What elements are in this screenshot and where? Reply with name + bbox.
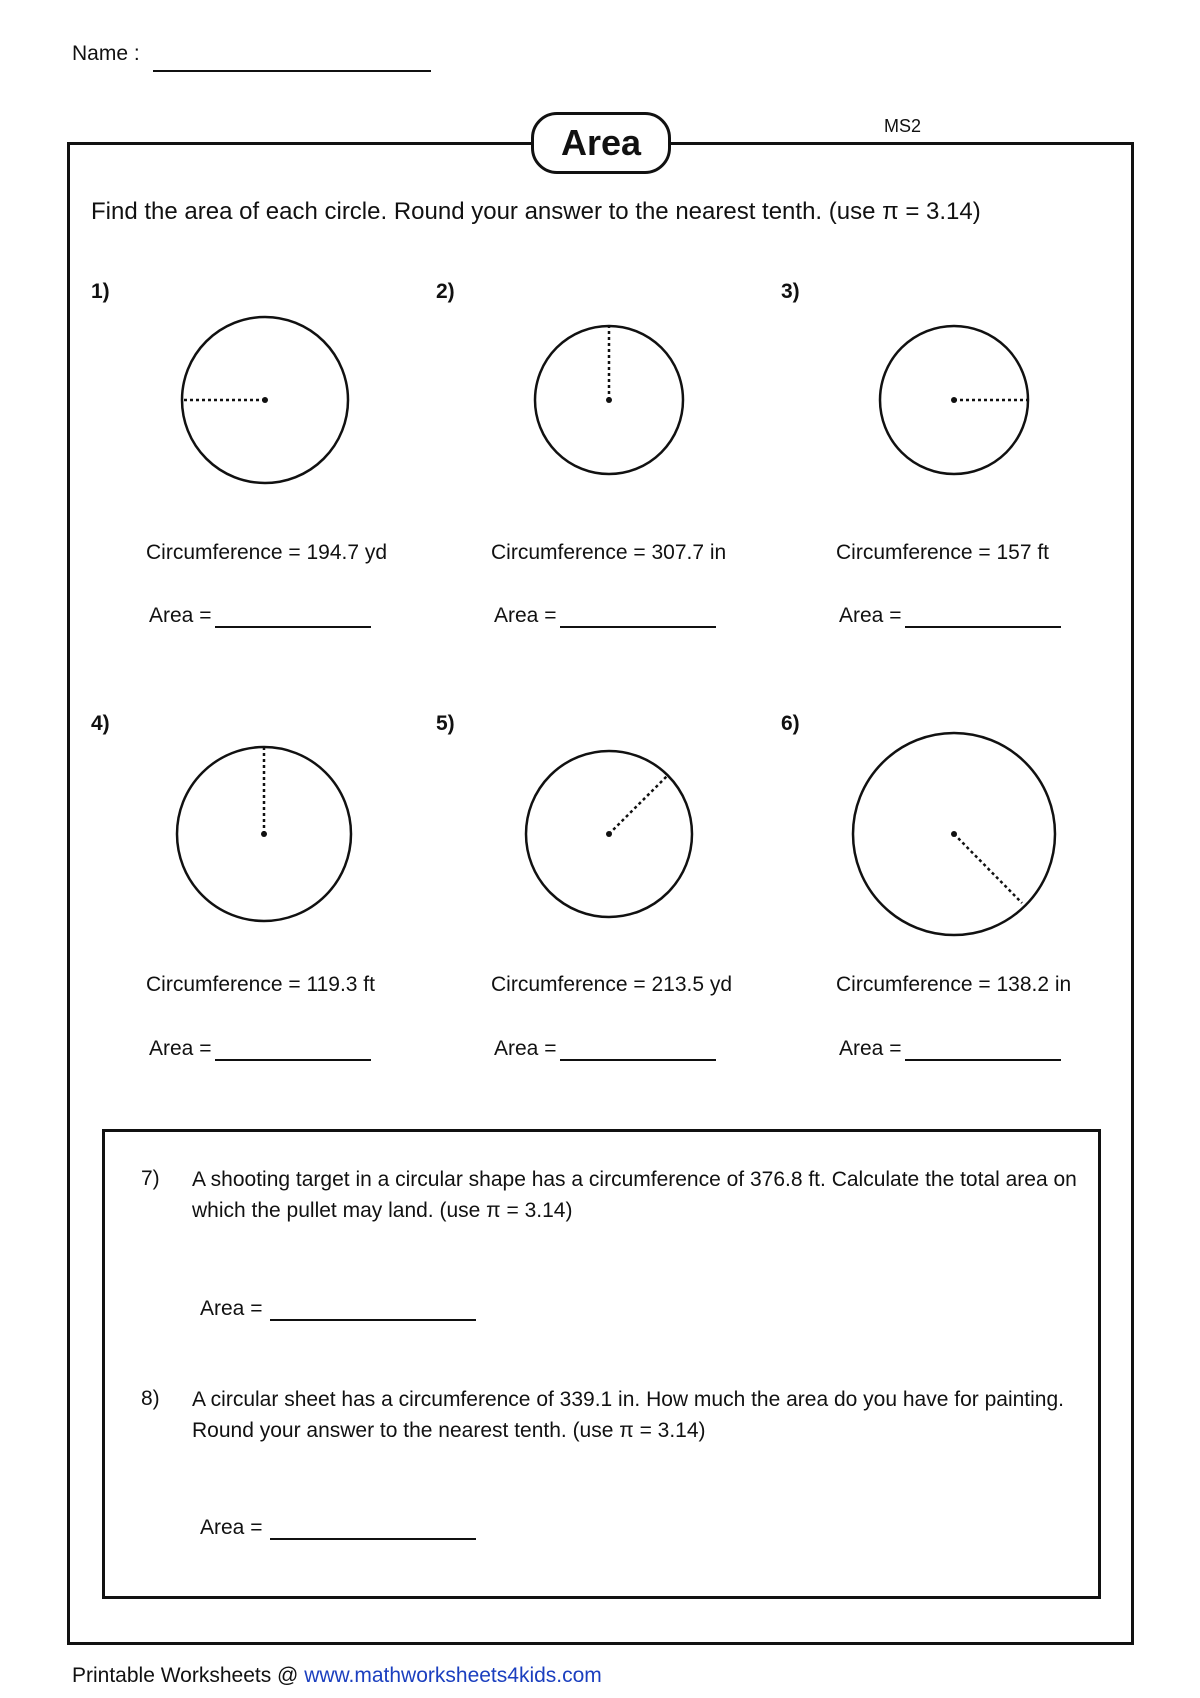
answer-blank[interactable] bbox=[215, 1039, 371, 1061]
problem-5-number: 5) bbox=[436, 712, 455, 735]
problem-6-circumference: Circumference = 138.2 in bbox=[836, 973, 1072, 996]
word-problem-8-number: 8) bbox=[141, 1387, 160, 1410]
word-problem-7-text: A shooting target in a circular shape has a circumference of 376.8 ft. Calculate the total area on which the pullet may land. (use π = 3.14) bbox=[192, 1168, 1077, 1222]
problem-2-circumference: Circumference = 307.7 in bbox=[491, 541, 727, 564]
area-label: Area = bbox=[149, 1037, 212, 1060]
answer-blank[interactable] bbox=[270, 1518, 476, 1540]
name-blank[interactable] bbox=[153, 70, 431, 72]
problem-4-circumference: Circumference = 119.3 ft bbox=[146, 973, 375, 996]
area-label: Area = bbox=[149, 604, 212, 627]
problem-2-answer bbox=[494, 604, 716, 628]
problem-6-number: 6) bbox=[781, 712, 800, 735]
area-label: Area = bbox=[494, 604, 557, 627]
answer-blank[interactable] bbox=[560, 606, 716, 628]
problem-4-answer bbox=[149, 1037, 371, 1061]
footer-link[interactable]: www.mathworksheets4kids.com bbox=[304, 1664, 602, 1687]
worksheet-title: Area bbox=[531, 112, 671, 174]
problem-1-number: 1) bbox=[91, 280, 110, 303]
area-label: Area = bbox=[839, 604, 902, 627]
problem-3-answer bbox=[839, 604, 1061, 628]
problem-6-answer bbox=[839, 1037, 1061, 1061]
area-label: Area = bbox=[200, 1516, 263, 1539]
problem-3-number: 3) bbox=[781, 280, 800, 303]
area-label: Area = bbox=[839, 1037, 902, 1060]
answer-blank[interactable] bbox=[270, 1299, 476, 1321]
problem-4-number: 4) bbox=[91, 712, 110, 735]
problem-3-circumference: Circumference = 157 ft bbox=[836, 541, 1050, 564]
problem-1-circumference: Circumference = 194.7 yd bbox=[146, 541, 388, 564]
answer-blank[interactable] bbox=[905, 1039, 1061, 1061]
problem-2-number: 2) bbox=[436, 280, 455, 303]
word-problem-8-answer bbox=[200, 1516, 476, 1540]
area-label: Area = bbox=[200, 1297, 263, 1320]
word-problem-7-answer bbox=[200, 1297, 476, 1321]
area-label: Area = bbox=[494, 1037, 557, 1060]
footer-prefix: Printable Worksheets @ bbox=[72, 1664, 305, 1687]
problem-5-answer bbox=[494, 1037, 716, 1061]
name-label: Name : bbox=[72, 42, 140, 65]
word-problem-7-number: 7) bbox=[141, 1167, 160, 1190]
word-problem-8-text: A circular sheet has a circumference of 339.1 in. How much the area do you have for painting. Round your answer to the nearest tenth. (use π = 3.14) bbox=[192, 1388, 1064, 1442]
problem-1-answer bbox=[149, 604, 371, 628]
answer-blank[interactable] bbox=[560, 1039, 716, 1061]
worksheet-code: MS2 bbox=[884, 116, 922, 136]
problem-5-circumference: Circumference = 213.5 yd bbox=[491, 973, 733, 996]
answer-blank[interactable] bbox=[905, 606, 1061, 628]
footer bbox=[72, 1664, 602, 1688]
answer-blank[interactable] bbox=[215, 606, 371, 628]
instructions: Find the area of each circle. Round your answer to the nearest tenth. (use π = 3.14) bbox=[91, 198, 981, 225]
